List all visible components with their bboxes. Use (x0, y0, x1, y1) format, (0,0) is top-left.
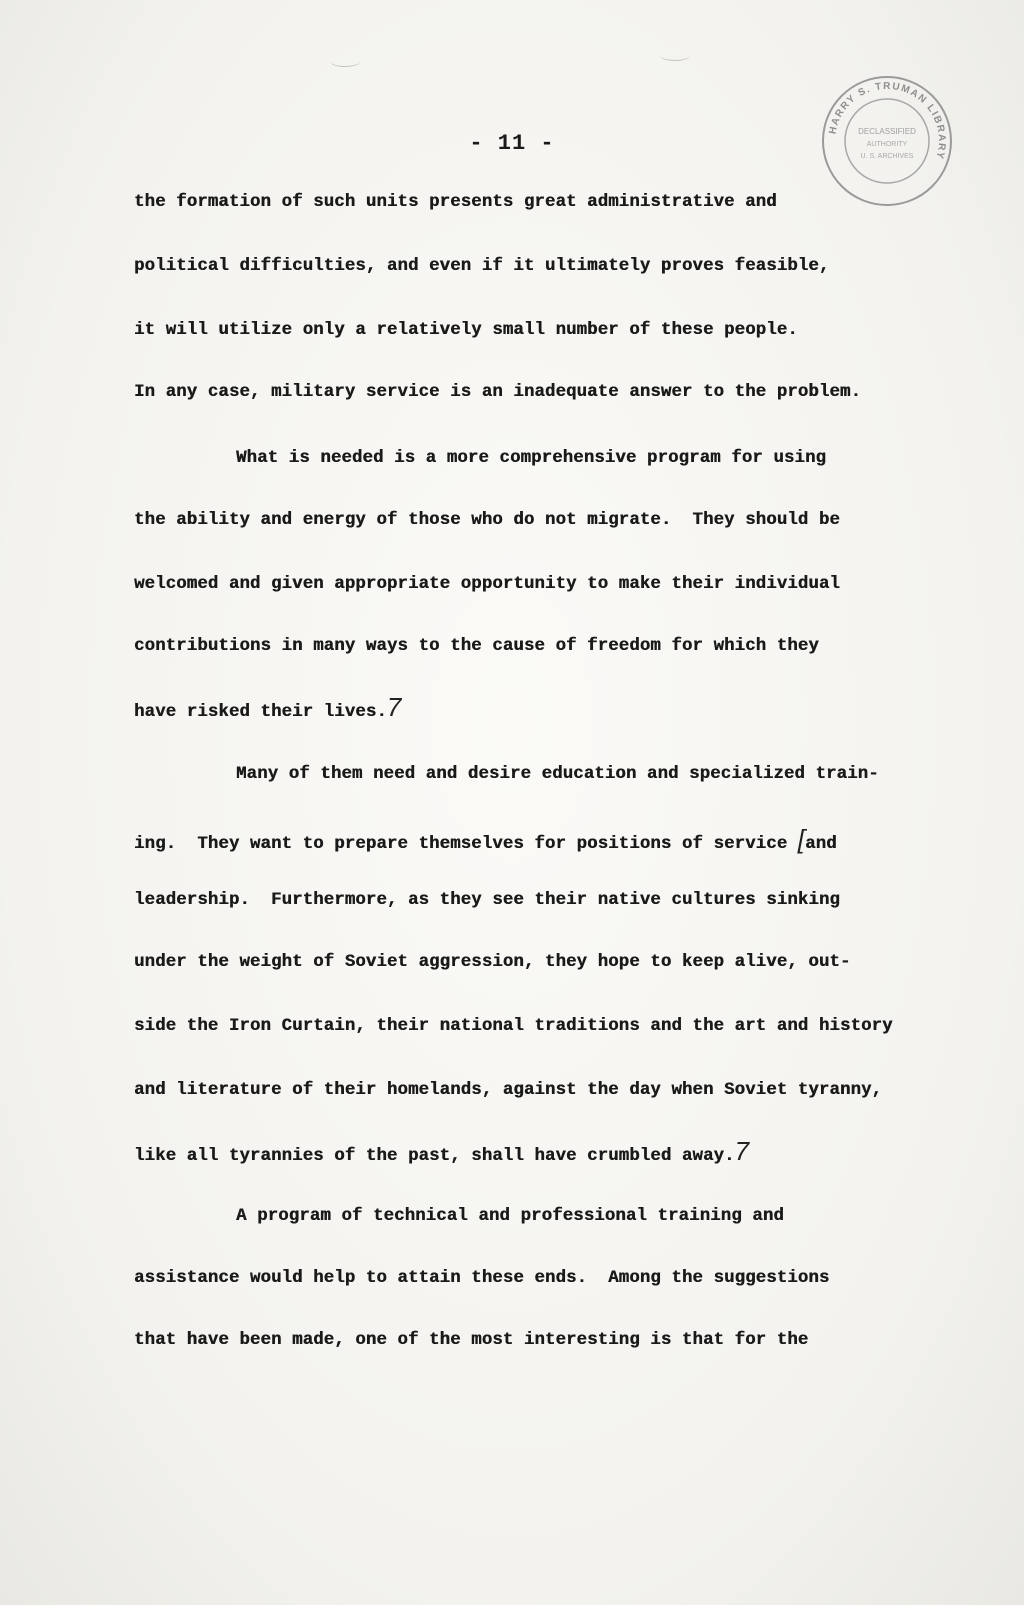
body-line-text: ing. They want to prepare themselves for positions of service (134, 835, 798, 854)
body-line: assistance would help to attain these ends. Among the suggestions (134, 1269, 830, 1288)
svg-text:HARRY S. TRUMAN LIBRARY: HARRY S. TRUMAN LIBRARY (827, 80, 948, 162)
body-line: welcomed and given appropriate opportunity to make their individual (134, 575, 840, 594)
body-line: A program of technical and professional training and (236, 1207, 784, 1226)
editorial-bracket-mark: 7 (734, 1136, 750, 1166)
body-line: under the weight of Soviet aggression, they hope to keep alive, out- (134, 953, 851, 972)
body-line: the formation of such units presents great administrative and (134, 193, 777, 212)
body-line: contributions in many ways to the cause of freedom for which they (134, 637, 819, 656)
body-line: it will utilize only a relatively small number of these people. (134, 321, 798, 340)
svg-text:U. S. ARCHIVES: U. S. ARCHIVES (860, 153, 914, 160)
body-line (134, 824, 837, 856)
svg-text:AUTHORITY: AUTHORITY (866, 141, 908, 148)
body-line-text: like all tyrannies of the past, shall have crumbled away. (134, 1147, 735, 1166)
body-line: side the Iron Curtain, their national traditions and the art and history (134, 1017, 893, 1036)
editorial-bracket-mark: [ (797, 824, 806, 854)
svg-text:DECLASSIFIED: DECLASSIFIED (858, 127, 916, 136)
body-line: Many of them need and desire education and specialized train- (236, 765, 879, 784)
body-line: political difficulties, and even if it ultimately proves feasible, (134, 257, 830, 276)
body-line: leadership. Furthermore, as they see their native cultures sinking (134, 891, 840, 910)
body-line (134, 692, 402, 724)
body-line (134, 1136, 750, 1168)
body-line-text: have risked their lives. (134, 703, 387, 722)
paper-smudge (660, 50, 690, 61)
editorial-bracket-mark: 7 (386, 692, 402, 722)
body-line: In any case, military service is an inadequate answer to the problem. (134, 383, 861, 402)
body-line: the ability and energy of those who do not migrate. They should be (134, 511, 840, 530)
body-line-text: and (805, 835, 837, 854)
page-number: - 11 - (469, 131, 555, 156)
paper-smudge (330, 56, 360, 67)
body-line: What is needed is a more comprehensive program for using (236, 449, 827, 468)
body-line: that have been made, one of the most interesting is that for the (134, 1331, 809, 1350)
body-line: and literature of their homelands, against the day when Soviet tyranny, (134, 1081, 883, 1100)
